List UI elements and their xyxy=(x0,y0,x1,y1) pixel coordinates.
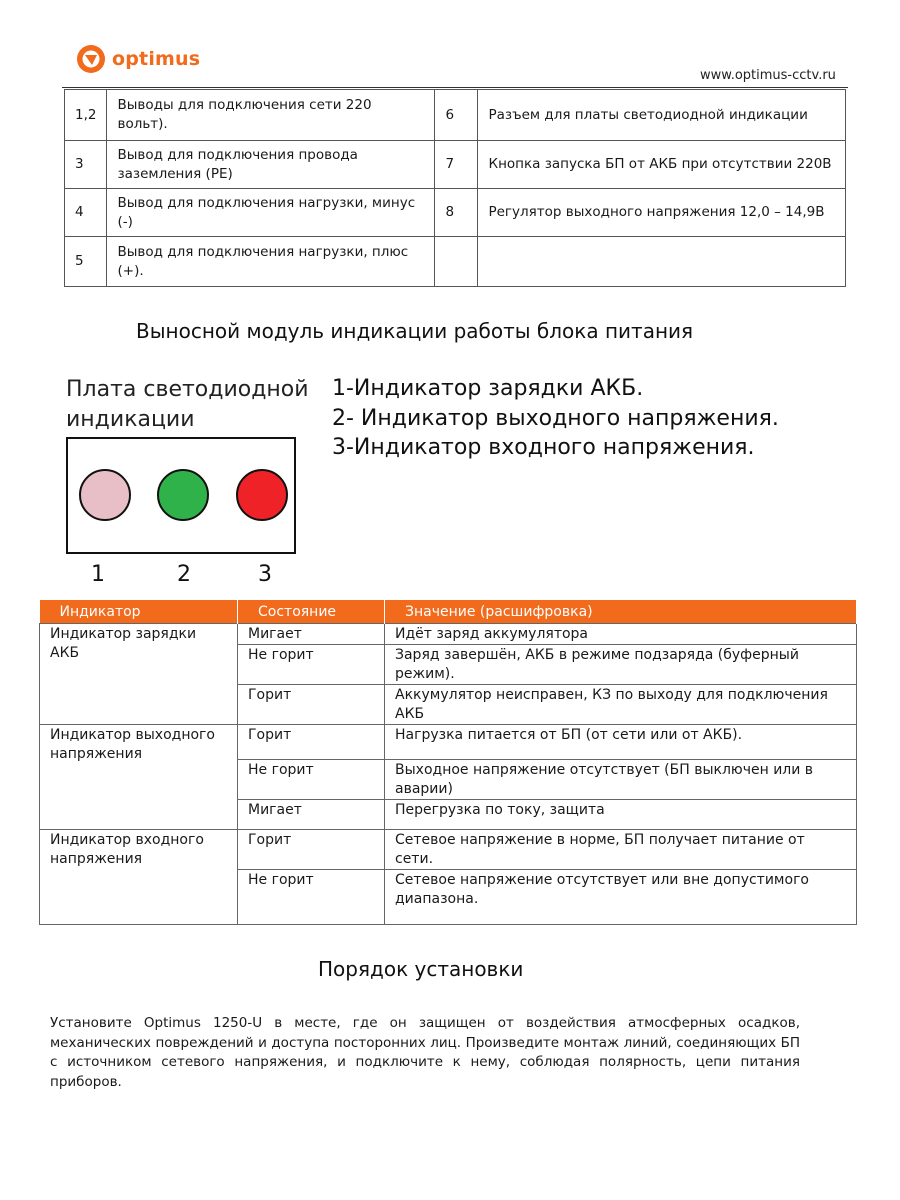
legend-item: 1-Индикатор зарядки АКБ. xyxy=(332,376,644,401)
led-output-voltage xyxy=(157,469,209,521)
install-section-title: Порядок установки xyxy=(318,957,524,981)
optimus-logo-icon xyxy=(76,44,106,74)
terminal-description: Вывод для подключения провода заземления (PE) xyxy=(107,141,435,189)
indicator-meaning: Выходное напряжение отсутствует (БП выключен или в аварии) xyxy=(385,760,857,800)
terminal-description xyxy=(478,237,846,287)
indicator-name: Индикатор зарядки АКБ xyxy=(40,624,238,725)
indicator-meaning: Перегрузка по току, защита xyxy=(385,800,857,830)
table-header-row xyxy=(40,600,857,624)
indicator-state: Не горит xyxy=(238,760,385,800)
table-row xyxy=(65,237,846,287)
indicator-state: Не горит xyxy=(238,645,385,685)
legend-item: 2- Индикатор выходного напряжения. xyxy=(332,405,779,431)
indicator-state: Горит xyxy=(238,685,385,725)
table-row xyxy=(65,90,846,141)
indicator-state: Мигает xyxy=(238,800,385,830)
module-section-title: Выносной модуль индикации работы блока питания xyxy=(136,319,694,343)
indicator-meaning: Идёт заряд аккумулятора xyxy=(385,624,857,645)
terminal-number: 4 xyxy=(65,189,107,237)
terminal-description: Выводы для подключения сети 220 вольт). xyxy=(107,90,435,141)
board-label xyxy=(66,375,309,435)
indicator-meaning: Сетевое напряжение в норме, БП получает питание от сети. xyxy=(385,830,857,870)
board-label-line: индикации xyxy=(66,407,195,432)
header-divider xyxy=(62,87,848,88)
terminal-number: 6 xyxy=(435,90,478,141)
indicator-name: Индикатор выходного напряжения xyxy=(40,725,238,830)
board-label-line: Плата светодиодной xyxy=(66,377,309,402)
indicator-meaning: Аккумулятор неисправен, КЗ по выходу для подключения АКБ xyxy=(385,685,857,725)
indicator-meaning: Сетевое напряжение отсутствует или вне допустимого диапазона. xyxy=(385,870,857,925)
led-battery-charge xyxy=(79,469,131,521)
terminal-number: 7 xyxy=(435,141,478,189)
terminal-description: Вывод для подключения нагрузки, плюс (+). xyxy=(107,237,435,287)
led-number: 3 xyxy=(258,562,272,587)
install-paragraph: Установите Optimus 1250-U в месте, где он защищен от воздействия атмосферных осадков, механических повреждений и доступа посторонних лиц. Произведите монтаж линий, соединяющих БП с источником сетевого напряжения, и подключите к нему, соблюдая полярность, цепи питания приборов. xyxy=(50,1015,800,1090)
column-header: Значение (расшифровка) xyxy=(385,600,857,624)
indicator-state: Горит xyxy=(238,725,385,760)
table-row xyxy=(40,624,857,645)
brand-logo xyxy=(76,44,200,74)
indicator-state: Мигает xyxy=(238,624,385,645)
terminal-description: Кнопка запуска БП от АКБ при отсутствии 220В xyxy=(478,141,846,189)
column-header: Состояние xyxy=(238,600,385,624)
indicator-meaning: Заряд завершён, АКБ в режиме подзаряда (буферный режим). xyxy=(385,645,857,685)
terminal-number: 3 xyxy=(65,141,107,189)
indicator-state: Не горит xyxy=(238,870,385,925)
terminal-number: 5 xyxy=(65,237,107,287)
terminal-description: Вывод для подключения нагрузки, минус (-) xyxy=(107,189,435,237)
column-header: Индикатор xyxy=(40,600,238,624)
table-row xyxy=(40,830,857,870)
indicator-table xyxy=(39,600,857,925)
led-input-voltage xyxy=(236,469,288,521)
brand-name: optimus xyxy=(112,48,201,70)
table-row xyxy=(65,141,846,189)
table-row xyxy=(40,725,857,760)
led-number: 1 xyxy=(91,562,105,587)
terminal-number: 1,2 xyxy=(65,90,107,141)
indicator-state: Горит xyxy=(238,830,385,870)
legend-item: 3-Индикатор входного напряжения. xyxy=(332,435,755,460)
terminal-description: Регулятор выходного напряжения 12,0 – 14,9В xyxy=(478,189,846,237)
led-legend xyxy=(332,374,779,463)
website-link[interactable]: www.optimus-cctv.ru xyxy=(700,68,836,83)
indicator-name: Индикатор входного напряжения xyxy=(40,830,238,925)
terminals-table xyxy=(64,89,846,287)
terminal-number: 8 xyxy=(435,189,478,237)
table-row xyxy=(65,189,846,237)
terminal-number xyxy=(435,237,478,287)
terminal-description: Разъем для платы светодиодной индикации xyxy=(478,90,846,141)
indicator-meaning: Нагрузка питается от БП (от сети или от АКБ). xyxy=(385,725,857,760)
led-number: 2 xyxy=(177,562,191,587)
